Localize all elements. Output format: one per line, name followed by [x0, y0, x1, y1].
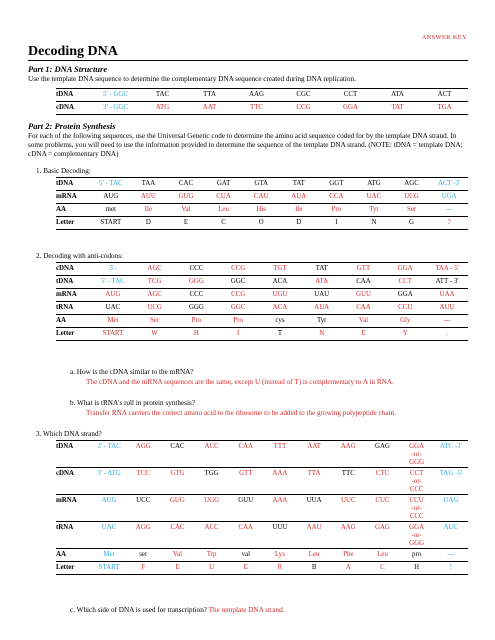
- table-cell: 5' - TAC: [99, 180, 123, 187]
- table-cell: Tyr: [369, 206, 379, 213]
- section1-table: [56, 177, 468, 230]
- row-label: tDNA: [56, 91, 74, 98]
- table-cell: Met: [107, 317, 119, 324]
- table-row: [56, 289, 468, 302]
- table-cell: E: [243, 564, 248, 571]
- table-cell: UCG: [404, 193, 419, 200]
- table-cell: UUC: [341, 497, 356, 504]
- table-cell: CCG: [296, 104, 311, 111]
- table-cell: C: [221, 219, 226, 226]
- table-cell: AUA: [291, 193, 307, 200]
- table-cell: 3' - ATG: [97, 470, 121, 477]
- table-cell: 5' - TAC: [101, 278, 125, 285]
- table-cell: Pro: [233, 317, 243, 324]
- table-cell: UUA: [306, 497, 322, 504]
- table-cell: CCU -or- CCC: [409, 497, 424, 520]
- table-cell: 3' - TAC: [97, 443, 121, 450]
- table-cell: Gly: [400, 317, 411, 324]
- table-cell: GUG: [178, 193, 194, 200]
- table-row: [56, 102, 468, 115]
- table-row: [56, 549, 468, 562]
- table-row: [56, 315, 468, 328]
- table-cell: GTT: [239, 470, 253, 477]
- table-cell: D: [296, 219, 302, 226]
- table-cell: Ser: [406, 206, 417, 213]
- answer-c: The template DNA strand.: [208, 606, 285, 614]
- table-row: [56, 204, 468, 217]
- table-cell: UAC: [101, 524, 117, 531]
- table-cell: I: [335, 219, 338, 226]
- row-label: tRNA: [56, 304, 74, 311]
- table-cell: Ser: [150, 317, 160, 324]
- row-label: cDNA: [56, 265, 74, 272]
- row-label: cDNA: [56, 470, 74, 477]
- table-cell: UAU: [314, 291, 330, 298]
- table-cell: pro: [412, 551, 422, 558]
- table-cell: cys: [275, 317, 285, 324]
- table-row: [56, 178, 468, 191]
- table-row: [56, 263, 468, 276]
- row-label: AA: [56, 206, 66, 213]
- section3-label: 3. Which DNA strand?: [36, 430, 102, 438]
- table-cell: Y: [402, 330, 408, 337]
- table-cell: TAG -5': [439, 470, 463, 477]
- table-cell: W: [151, 330, 158, 337]
- table-cell: ATG: [367, 180, 381, 187]
- row-label: tDNA: [56, 443, 74, 450]
- table-row: [56, 276, 468, 289]
- question-a: a. How is the cDNA similar to the mRNA?: [70, 368, 194, 376]
- section2-label: 2. Decoding with anti-codons:: [36, 252, 124, 260]
- row-label: tRNA: [56, 524, 74, 531]
- answer-a: The cDNA and the mRNA sequences are the same, except U (instead of T) is complementary to A in RNA.: [86, 378, 394, 386]
- table-cell: AGG: [135, 443, 151, 450]
- table-cell: ATC -3': [439, 443, 462, 450]
- table-cell: TTC: [341, 470, 355, 477]
- table-row: [56, 522, 468, 549]
- page-title: Decoding DNA: [28, 44, 118, 59]
- table-cell: UGU: [272, 291, 288, 298]
- table-cell: UGA: [441, 193, 457, 200]
- table-cell: 3'-: [109, 265, 117, 272]
- table-cell: CCG: [231, 291, 246, 298]
- table-cell: ATA: [315, 278, 329, 285]
- table-cell: CUA: [216, 193, 231, 200]
- table-cell: ACA: [272, 278, 288, 285]
- table-cell: UAC: [366, 193, 382, 200]
- table-cell: ACT: [437, 91, 452, 98]
- row-label: tDNA: [56, 278, 74, 285]
- table-cell: CAC: [170, 443, 185, 450]
- section1-label: 1. Basic Decoding:: [36, 167, 91, 175]
- part2-heading: Part 2: Protein Synthesis: [28, 121, 116, 131]
- title-rule: [28, 60, 468, 61]
- table-cell: AAG: [340, 524, 356, 531]
- table-cell: GGC: [230, 304, 246, 311]
- table-cell: 3' - GGC: [103, 104, 128, 111]
- row-label: mRNA: [56, 193, 77, 200]
- part1-instructions: Use the template DNA sequence to determine the complementary DNA sequence created during DNA replication.: [28, 75, 356, 83]
- table-cell: GGA: [397, 265, 413, 272]
- table-cell: ---: [443, 317, 451, 324]
- table-cell: START: [98, 564, 120, 571]
- answer-b: Transfer RNA carriers the correct amino acid to the ribosome to be added to the growing polypeptide chain.: [86, 409, 396, 417]
- table-cell: Pro: [191, 317, 202, 324]
- table-cell: GTG: [170, 470, 185, 477]
- table-cell: AGC: [404, 180, 419, 187]
- table-cell: UGG: [204, 497, 220, 504]
- table-cell: UCC: [136, 497, 151, 504]
- table-cell: TTC: [249, 104, 263, 111]
- table-cell: N: [371, 219, 377, 226]
- table-cell: GTA: [254, 180, 268, 187]
- section3-table: [56, 440, 468, 575]
- table-cell: Leu: [218, 206, 229, 213]
- table-cell: Val: [181, 206, 191, 213]
- table-cell: AUC: [443, 524, 459, 531]
- table-cell: AUU: [140, 193, 156, 200]
- table-cell: AAA: [272, 497, 288, 504]
- table-cell: GGC: [230, 278, 246, 285]
- table-cell: ATA: [391, 91, 404, 98]
- table-cell: Trp: [206, 551, 217, 558]
- table-cell: CCG: [231, 265, 246, 272]
- table-cell: TTT: [273, 443, 287, 450]
- table-cell: ATT - 3': [435, 278, 459, 285]
- table-row: [56, 217, 468, 230]
- table-cell: GGT: [329, 180, 344, 187]
- table-cell: AGC: [147, 265, 162, 272]
- table-cell: TGA: [437, 104, 452, 111]
- table-cell: .: [446, 330, 448, 337]
- table-cell: TAT: [315, 265, 328, 272]
- table-row: [56, 302, 468, 315]
- table-cell: AUG: [105, 291, 121, 298]
- table-cell: Tyr: [316, 317, 327, 324]
- table-cell: UAG: [443, 497, 459, 504]
- table-cell: E: [175, 564, 180, 571]
- table-cell: ACT -3': [437, 180, 461, 187]
- table-cell: CAC: [178, 180, 194, 187]
- table-cell: His: [256, 206, 266, 213]
- table-cell: AGG: [135, 524, 151, 531]
- table-cell: TAA - 5': [435, 265, 459, 272]
- table-cell: Met: [103, 551, 115, 558]
- table-cell: UAA: [439, 291, 455, 298]
- table-cell: AAG: [340, 443, 356, 450]
- table-cell: Val: [358, 317, 369, 324]
- table-cell: GUG: [169, 497, 185, 504]
- table-cell: Val: [172, 551, 183, 558]
- table-cell: UCG: [147, 304, 162, 311]
- table-cell: Leu: [308, 551, 320, 558]
- table-row: [56, 328, 468, 341]
- table-cell: AGC: [147, 291, 162, 298]
- table-cell: AUG: [101, 497, 117, 504]
- table-cell: GGA: [343, 104, 358, 111]
- table-row: [56, 89, 468, 102]
- table-cell: CCT -or- CCC: [409, 470, 424, 493]
- table-cell: CCC: [189, 265, 204, 272]
- table-cell: GAG: [374, 524, 390, 531]
- table-cell: AAU: [306, 524, 322, 531]
- row-label: Letter: [56, 330, 75, 337]
- table-cell: AUG: [103, 193, 119, 200]
- table-cell: AAG: [249, 91, 264, 98]
- table-cell: R: [277, 564, 283, 571]
- table-cell: Phe: [343, 551, 354, 558]
- table-cell: TCG: [147, 278, 162, 285]
- table-cell: AAT: [202, 104, 217, 111]
- table-cell: CGC: [296, 91, 311, 98]
- table-cell: E: [183, 219, 189, 226]
- table-cell: B: [311, 564, 317, 571]
- table-cell: ---: [445, 206, 453, 213]
- table-cell: START: [100, 219, 122, 226]
- row-label: mRNA: [56, 497, 77, 504]
- table-cell: AAT: [307, 443, 321, 450]
- table-cell: CCC: [189, 291, 204, 298]
- table-cell: E: [361, 330, 366, 337]
- table-cell: F: [141, 564, 146, 571]
- row-label: tDNA: [56, 180, 74, 187]
- row-label: mRNA: [56, 291, 77, 298]
- table-cell: Ile: [144, 206, 153, 213]
- row-label: AA: [56, 551, 66, 558]
- table-cell: AAA: [272, 470, 288, 477]
- table-cell: O: [258, 219, 264, 226]
- table-cell: Lys: [274, 551, 285, 558]
- table-cell: GUU: [356, 291, 371, 298]
- table-cell: CUC: [375, 497, 390, 504]
- table-cell: H: [414, 564, 420, 571]
- table-cell: 5' - GGC: [103, 91, 128, 98]
- table-cell: ACC: [204, 524, 219, 531]
- table-cell: UUU: [272, 524, 288, 531]
- table-cell: AUA: [314, 304, 330, 311]
- table-cell: GGG: [188, 304, 204, 311]
- table-cell: CCT: [343, 91, 358, 98]
- table-cell: CAA: [356, 304, 371, 311]
- table-cell: Ile: [295, 206, 303, 213]
- table-cell: ser: [139, 551, 148, 558]
- table-cell: CTC: [375, 470, 390, 477]
- answer-key-label: ANSWER KEY: [421, 34, 467, 41]
- table-cell: N: [319, 330, 325, 337]
- table-cell: GGA -or- GGG: [409, 524, 425, 547]
- table-cell: TGG: [204, 470, 219, 477]
- table-row: [56, 191, 468, 204]
- table-cell: CAU: [253, 193, 269, 200]
- table-cell: TAT: [391, 104, 404, 111]
- part1-table: [56, 88, 468, 115]
- table-cell: CAC: [170, 524, 185, 531]
- table-cell: CCU: [398, 304, 413, 311]
- table-cell: GGG: [188, 278, 204, 285]
- table-cell: GTT: [356, 265, 371, 272]
- table-cell: TAT: [292, 180, 305, 187]
- row-label: AA: [56, 317, 66, 324]
- table-cell: Pro: [331, 206, 342, 213]
- table-row: [56, 562, 468, 575]
- table-cell: TGT: [273, 265, 287, 272]
- section2-table: [56, 262, 468, 341]
- part1-heading: Part 1: DNA Structure: [28, 64, 108, 74]
- table-row: [56, 495, 468, 522]
- part2-instructions: For each of the following sequences, use the Universal Genetic code to determine the amino acid sequence coded for by the template DNA strand. In some problems, you will need to use the information provided to determine the sequence of the template DNA strand. (NOTE: tDNA = template DNA; cDNA = complementary DNA): [28, 132, 463, 158]
- table-cell: T: [277, 330, 283, 337]
- table-cell: val: [241, 551, 250, 558]
- table-cell: GGA: [397, 291, 413, 298]
- table-cell: CCA: [329, 193, 344, 200]
- table-cell: TTA: [307, 470, 321, 477]
- table-cell: AUU: [439, 304, 455, 311]
- table-cell: C: [380, 564, 385, 571]
- row-label: Letter: [56, 564, 75, 571]
- question-c: [70, 606, 285, 615]
- question-b: b. What is tRNA's roll in protein synthesis?: [70, 399, 195, 407]
- table-cell: H: [193, 330, 199, 337]
- table-cell: !: [449, 564, 452, 571]
- table-row: [56, 468, 468, 495]
- table-cell: CAA: [238, 524, 254, 531]
- table-cell: TCC: [136, 470, 150, 477]
- table-cell: ATG: [155, 104, 170, 111]
- table-cell: G: [409, 219, 415, 226]
- table-cell: met: [105, 206, 116, 213]
- table-cell: GUU: [238, 497, 254, 504]
- table-cell: ACA: [272, 304, 288, 311]
- table-cell: A: [345, 564, 351, 571]
- table-cell: GAG: [374, 443, 390, 450]
- table-cell: GGA -or- GGG: [409, 443, 425, 466]
- table-cell: START: [102, 330, 124, 337]
- table-cell: CAA: [356, 278, 371, 285]
- table-cell: CCT: [398, 278, 412, 285]
- table-cell: ACC: [204, 443, 219, 450]
- row-label: cDNA: [56, 104, 74, 111]
- table-cell: TTA: [203, 91, 216, 98]
- table-cell: ?: [447, 219, 451, 226]
- table-cell: UAC: [105, 304, 121, 311]
- table-cell: ---: [447, 551, 455, 558]
- table-cell: CAA: [238, 443, 254, 450]
- table-row: [56, 441, 468, 468]
- table-cell: GAT: [216, 180, 231, 187]
- table-cell: D: [145, 219, 151, 226]
- question-c-text: c. Which side of DNA is used for transcription?: [70, 606, 207, 614]
- table-cell: U: [209, 564, 215, 571]
- row-label: Letter: [56, 219, 75, 226]
- table-cell: TAC: [155, 91, 170, 98]
- table-cell: TAA: [141, 180, 156, 187]
- table-cell: I: [237, 330, 240, 337]
- table-cell: Leu: [377, 551, 388, 558]
